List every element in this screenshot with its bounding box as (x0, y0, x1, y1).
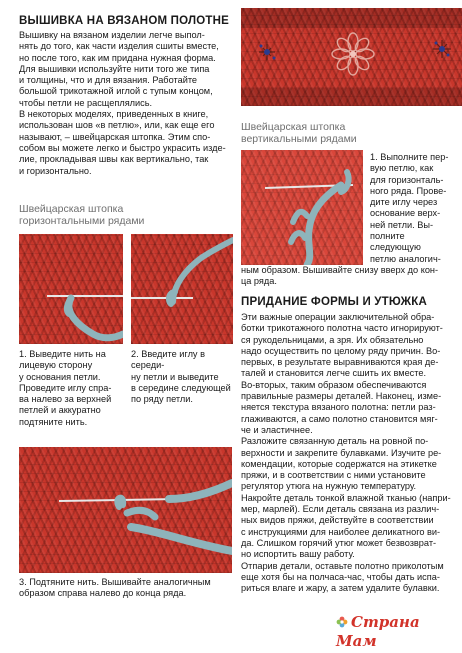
step-3-photo (19, 447, 232, 573)
step-2-illustration (131, 234, 233, 344)
vertical-step-1-tail: ным образом. Вышивайте снизу вверх до кон- ца ряда. (241, 265, 439, 287)
step-2-photo (131, 234, 233, 344)
step-1-illustration (19, 234, 123, 344)
subtitle-horizontal: Швейцарская штопка горизонтальными рядами (19, 203, 145, 227)
watermark-flower-icon (336, 615, 348, 627)
step-1-text: 1. Выведите нить на лицевую сторону у основания петли. Проведите иглу спра- ва налево за верхней петлей и аккуратно подтяните нить. (19, 349, 112, 427)
watermark-text: Страна Мам (336, 613, 420, 650)
vertical-step-1: 1. Выполните пер- вую петлю, как для горизонталь- ного ряда. Прове- дите иглу через основание верх- ней петли. Вы- полните следующую петлю аналогич- (370, 152, 449, 264)
step-1-photo (19, 234, 123, 344)
page-title: ВЫШИВКА НА ВЯЗАНОМ ПОЛОТНЕ (19, 15, 229, 27)
embroidery-illustration (241, 8, 462, 106)
intro-text: Вышивку на вязаном изделии легче выпол- нять до того, как части изделия сшиты вместе, но после того, как им придана нужная форма. Для вышивки используйте нити того же типа и толщины, что и для вязания. Работайте большой трикотажной иглой с тупым концом, чтобы петли не расщеплялись. В некоторых моделях, приведенных в книге, использован шов «в петлю», или, как еще его называют, – швейцарская штопка. Этим спо- собом вы можете легко и быстро украсить изде- лие, прокладывая швы как вертикально, так и горизонтально. (19, 30, 226, 176)
step-3-text: 3. Подтяните нить. Вышивайте аналогичным образом справа налево до конца ряда. (19, 577, 211, 599)
vertical-darning-illustration (241, 150, 363, 265)
subtitle-vertical: Швейцарская штопка вертикальными рядами (241, 121, 357, 145)
step-2-text: 2. Введите иглу в середи- ну петли и выведите в середине следующей по ряду петли. (131, 349, 231, 405)
vertical-darning-photo (241, 150, 363, 265)
section2-text: Эти важные операции заключительной обра- ботки трикотажного полотна часто игнорируют- ся рукодельницами, а зря. Их обязательно надо осуществить по целому ряду причин. Во- первых, в результате выравниваются края де- талей и становится легче сшить их вместе. Во-вторых, таким образом обеспечиваются правильные размеры деталей. Наконец, изме- няется текстура вязаного полотна: петли раз- глаживаются, а само полотно становится мяг- че и эластичнее. Разложите связанную деталь на ровной по- верхности и закрепите булавками. Изучите ре- комендации, которые содержатся на этикетке пряжи, и в соответствии с ними установите регулятор утюга на нужную температуру. Накройте деталь тонкой влажной тканью (напри- мер, марлей). Если деталь связана из различ- ных видов пряжи, действуйте в соответствии с инструкциями для наиболее деликатного ви- да. Слишком горячий утюг может безвозврат- но испортить вашу работу. Отпарив детали, оставьте полотно приколотым еще хотя бы на полчаса-час, чтобы дать испа- риться влаге и жару, а затем удалите булавки. (241, 312, 451, 594)
watermark-logo (332, 612, 462, 653)
section2-title: ПРИДАНИЕ ФОРМЫ И УТЮЖКА (241, 296, 427, 308)
embroidery-photo (241, 8, 462, 106)
step-3-illustration (19, 447, 232, 573)
